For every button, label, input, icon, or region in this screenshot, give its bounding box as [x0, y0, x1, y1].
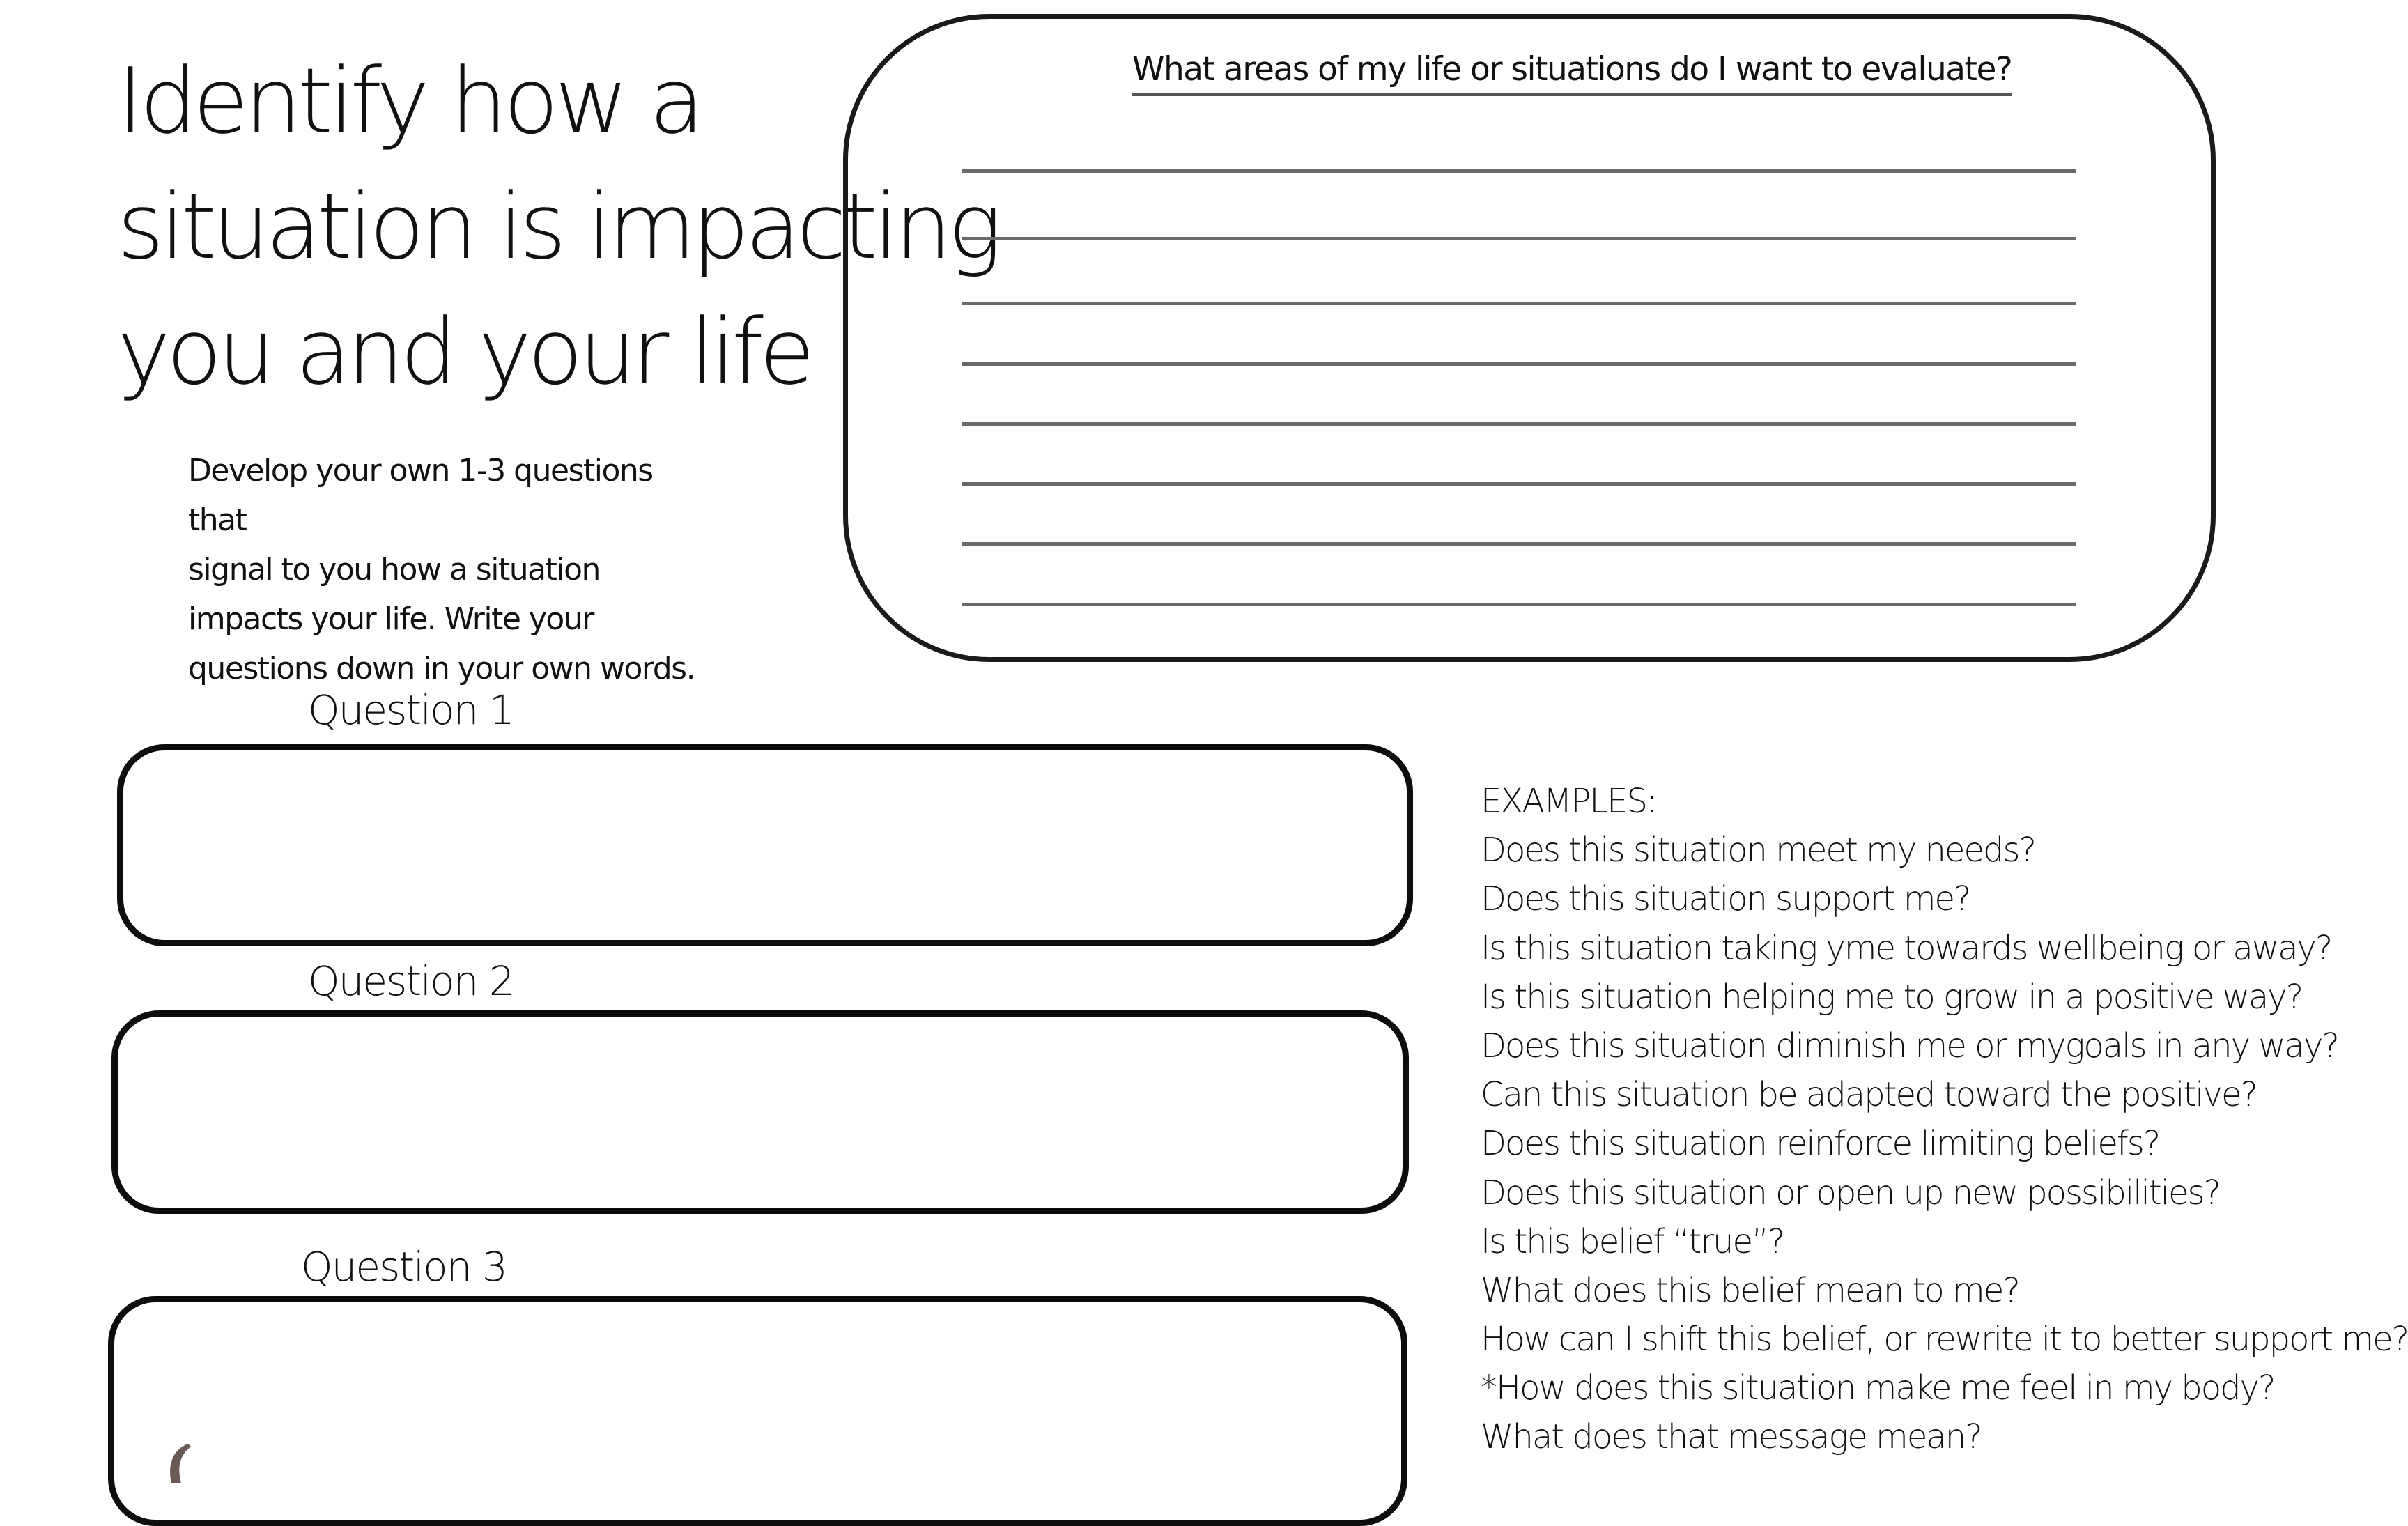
writing-line[interactable]	[962, 302, 2076, 305]
instructions-line: questions down in your own words.	[188, 651, 695, 686]
instructions	[188, 446, 718, 693]
examples-heading: EXAMPLES:	[1481, 782, 1657, 821]
writing-line[interactable]	[962, 482, 2076, 486]
writing-line[interactable]	[962, 362, 2076, 366]
example-item: How can I shift this belief, or rewrite it to better support me?	[1481, 1320, 2408, 1359]
example-item: Can this situation be adapted toward the positive?	[1481, 1075, 2258, 1115]
question-3-label: Question 3	[301, 1243, 507, 1290]
writing-line[interactable]	[962, 237, 2076, 240]
page-title	[117, 38, 998, 415]
evaluate-writing-box[interactable]	[843, 14, 2216, 662]
question-2-label: Question 2	[308, 957, 514, 1005]
example-item: Is this belief “true”?	[1481, 1221, 1784, 1261]
question-3-answer-box[interactable]	[108, 1296, 1407, 1526]
examples-list	[1481, 777, 2408, 1462]
example-item: Is this situation taking yme towards wellbeing or away?	[1481, 928, 2332, 968]
crescent-logo-icon	[160, 1442, 209, 1483]
example-item: Is this situation helping me to grow in a positive way?	[1481, 977, 2303, 1017]
title-line-2: situation is impacting	[117, 174, 998, 279]
question-1-label: Question 1	[308, 686, 514, 734]
evaluate-prompt: What areas of my life or situations do I want to evaluate?	[1132, 50, 2012, 96]
example-item: Does this situation diminish me or mygoals in any way?	[1481, 1026, 2338, 1065]
instructions-line: impacts your life. Write your	[188, 601, 594, 637]
question-1-answer-box[interactable]	[117, 744, 1413, 946]
example-item: Does this situation support me?	[1481, 879, 1970, 919]
writing-line[interactable]	[962, 422, 2076, 426]
title-line-1: Identify how a	[117, 48, 701, 154]
example-item: Does this situation reinforce limiting beliefs?	[1481, 1124, 2160, 1164]
question-2-answer-box[interactable]	[111, 1010, 1409, 1214]
instructions-line: Develop your own 1-3 questions that	[188, 453, 653, 538]
writing-line[interactable]	[962, 169, 2076, 173]
title-line-3: you and your life	[117, 299, 811, 405]
writing-line[interactable]	[962, 542, 2076, 546]
writing-line[interactable]	[962, 603, 2076, 606]
example-item: What does that message mean?	[1481, 1417, 1982, 1457]
example-item: Does this situation or open up new possibilities?	[1481, 1173, 2221, 1212]
instructions-line: signal to you how a situation	[188, 552, 600, 587]
example-item: Does this situation meet my needs?	[1481, 831, 2035, 870]
example-item: What does this belief mean to me?	[1481, 1270, 2019, 1310]
example-item: *How does this situation make me feel in my body?	[1481, 1369, 2275, 1408]
